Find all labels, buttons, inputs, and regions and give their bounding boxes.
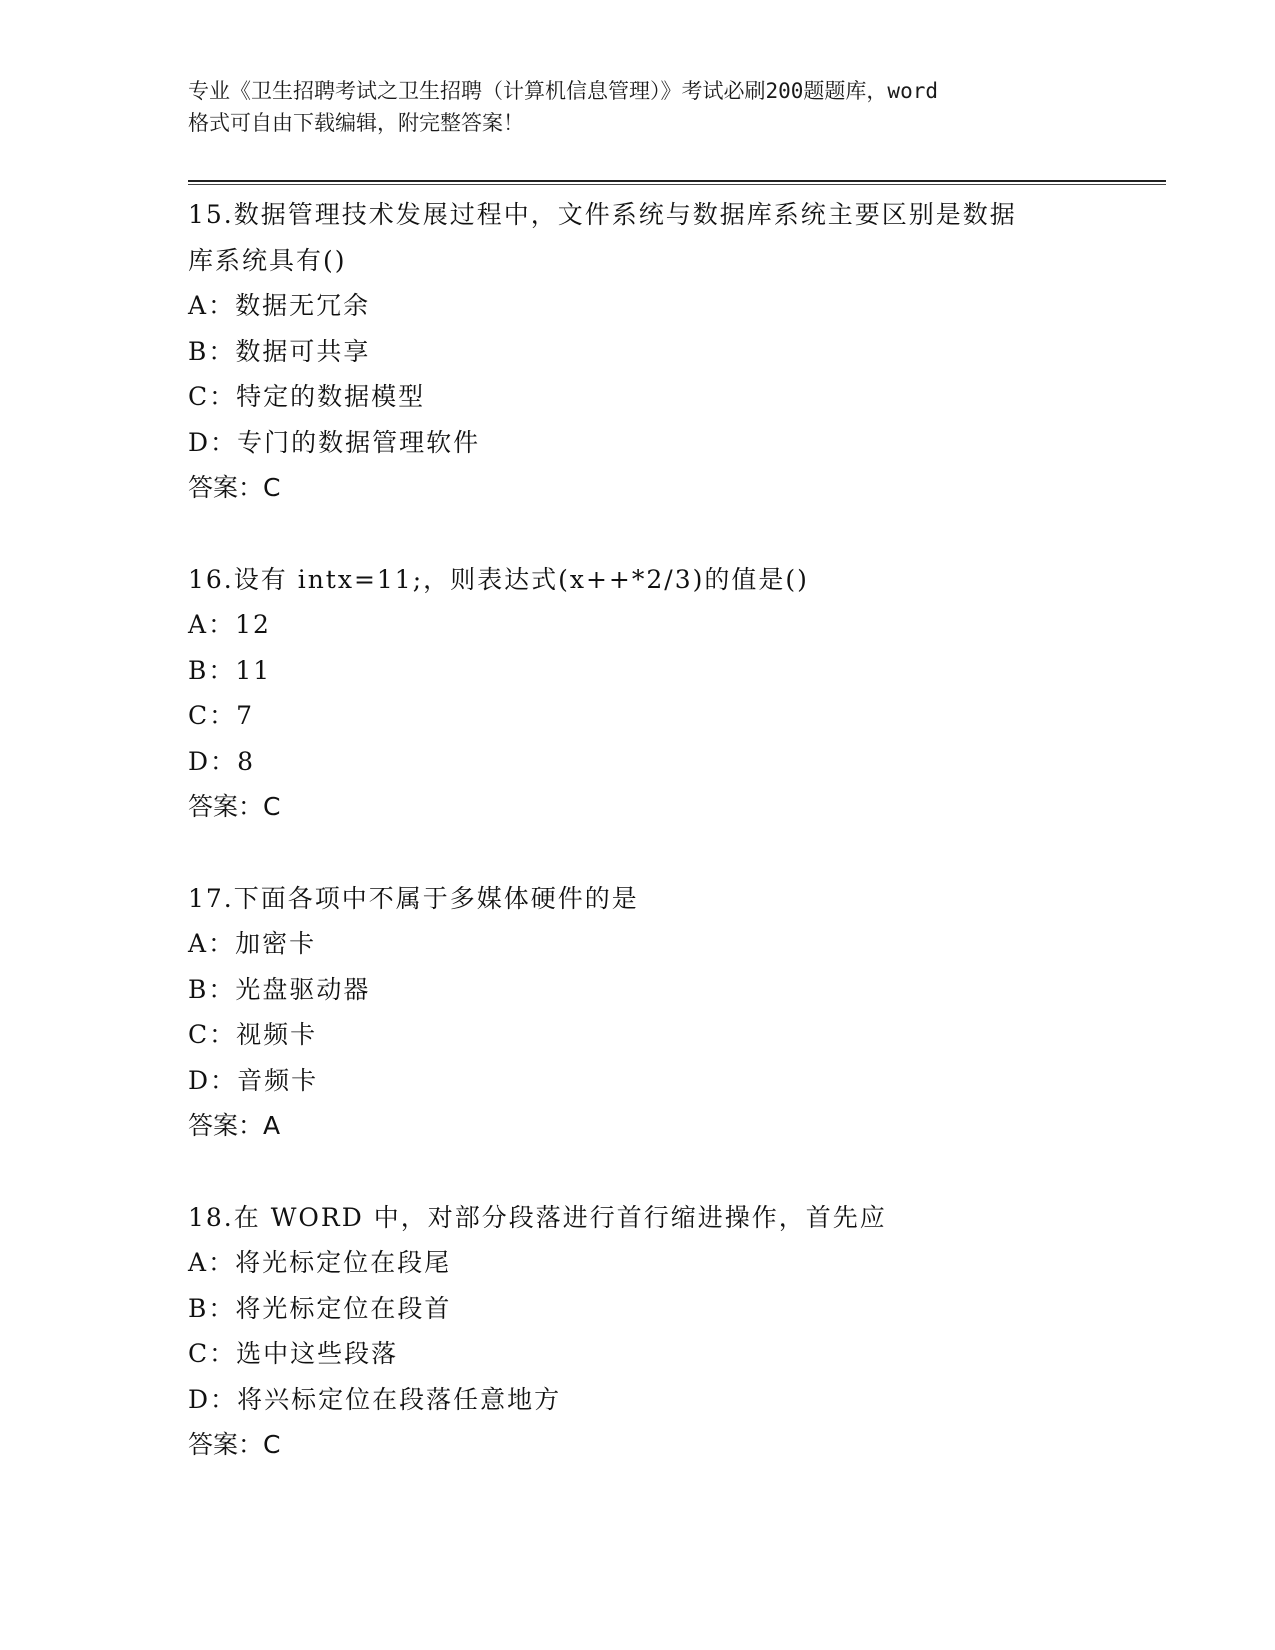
answer-option [188,1286,1088,1332]
question-block [188,876,1088,1149]
answer-option [188,1012,1088,1058]
option-letter: D [188,1065,211,1095]
option-letter: A [188,929,209,958]
option-separator: ： [208,929,236,958]
option-text: 将光标定位在段首 [235,1293,452,1323]
option-letter: B [188,655,209,685]
option-text: 7 [236,701,255,730]
answer-value: C [263,1430,281,1459]
option-separator: ： [210,1065,238,1095]
option-letter: B [188,336,209,366]
option-separator: ： [209,382,237,411]
answer-option [188,921,1088,967]
answer-option [188,420,1088,466]
answer-value: A [263,1111,281,1140]
option-text: 数据无冗余 [235,291,371,320]
option-letter: D [188,427,211,457]
option-text: 12 [235,610,271,639]
question-stem-line: 15.数据管理技术发展过程中，文件系统与数据库系统主要区别是数据 [188,200,1017,229]
question-stem-line: 17.下面各项中不属于多媒体硬件的是 [188,883,639,913]
option-separator: ： [208,655,236,685]
answer-line [188,1103,1088,1149]
option-text: 8 [237,746,255,776]
question-stem-line: 16.设有 intx=11;，则表达式(x++*2/3)的值是() [188,564,809,594]
answer-option [188,648,1088,694]
option-letter: D [188,1384,211,1414]
option-text: 光盘驱动器 [235,974,371,1004]
option-text: 视频卡 [236,1020,318,1049]
document-header [188,75,1088,139]
option-separator: ： [208,336,236,366]
option-separator: ： [208,610,236,639]
header-divider-thin [188,184,1166,185]
option-letter: A [188,291,209,320]
option-letter: C [188,1020,210,1049]
answer-label: 答案： [188,1111,264,1140]
answer-option [188,693,1088,739]
option-letter: C [188,701,210,730]
answer-option [188,967,1088,1013]
question-block [188,192,1088,511]
option-separator: ： [210,427,238,457]
answer-option [188,1240,1088,1286]
header-line-1: 专业《卫生招聘考试之卫生招聘（计算机信息管理）》考试必刷200题题库，word [188,79,938,103]
option-letter: C [188,1339,210,1368]
option-letter: A [188,1248,209,1277]
answer-value: C [263,792,281,821]
option-separator: ： [210,1384,238,1414]
question-stem-line: 库系统具有() [188,245,347,275]
answer-line [188,465,1088,511]
option-text: 数据可共享 [235,336,371,366]
question-block [188,557,1088,830]
answer-label: 答案： [188,473,264,502]
question-stem-line: 18.在 WORD 中，对部分段落进行首行缩进操作，首先应 [188,1202,887,1232]
answer-option [188,329,1088,375]
answer-line [188,1422,1088,1468]
answer-option [188,1377,1088,1423]
option-text: 专门的数据管理软件 [237,427,481,457]
answer-option [188,602,1088,648]
option-separator: ： [208,291,236,320]
option-text: 音频卡 [237,1065,319,1095]
option-letter: C [188,382,210,411]
header-divider-thick [188,180,1166,182]
option-letter: D [188,746,211,776]
answer-option [188,1331,1088,1377]
answer-option [188,1058,1088,1104]
header-line-2: 格式可自由下载编辑，附完整答案！ [188,111,524,135]
answer-label: 答案： [188,1430,264,1459]
option-text: 选中这些段落 [236,1339,399,1368]
answer-option [188,739,1088,785]
answer-label: 答案： [188,792,264,821]
option-letter: B [188,974,209,1004]
option-text: 将兴标定位在段落任意地方 [237,1384,562,1414]
option-separator: ： [210,746,238,776]
option-separator: ： [208,1293,236,1323]
answer-option [188,283,1088,329]
option-separator: ： [209,1020,237,1049]
question-block [188,1195,1088,1468]
option-text: 将光标定位在段尾 [235,1248,452,1277]
answer-value: C [263,473,281,502]
answer-option [188,374,1088,420]
answer-line [188,784,1088,830]
option-letter: B [188,1293,209,1323]
option-separator: ： [209,1339,237,1368]
option-text: 特定的数据模型 [236,382,426,411]
option-separator: ： [209,701,237,730]
option-text: 11 [235,655,272,685]
option-text: 加密卡 [235,929,317,958]
question-list [188,192,1088,1514]
option-separator: ： [208,1248,236,1277]
option-separator: ： [208,974,236,1004]
option-letter: A [188,610,209,639]
